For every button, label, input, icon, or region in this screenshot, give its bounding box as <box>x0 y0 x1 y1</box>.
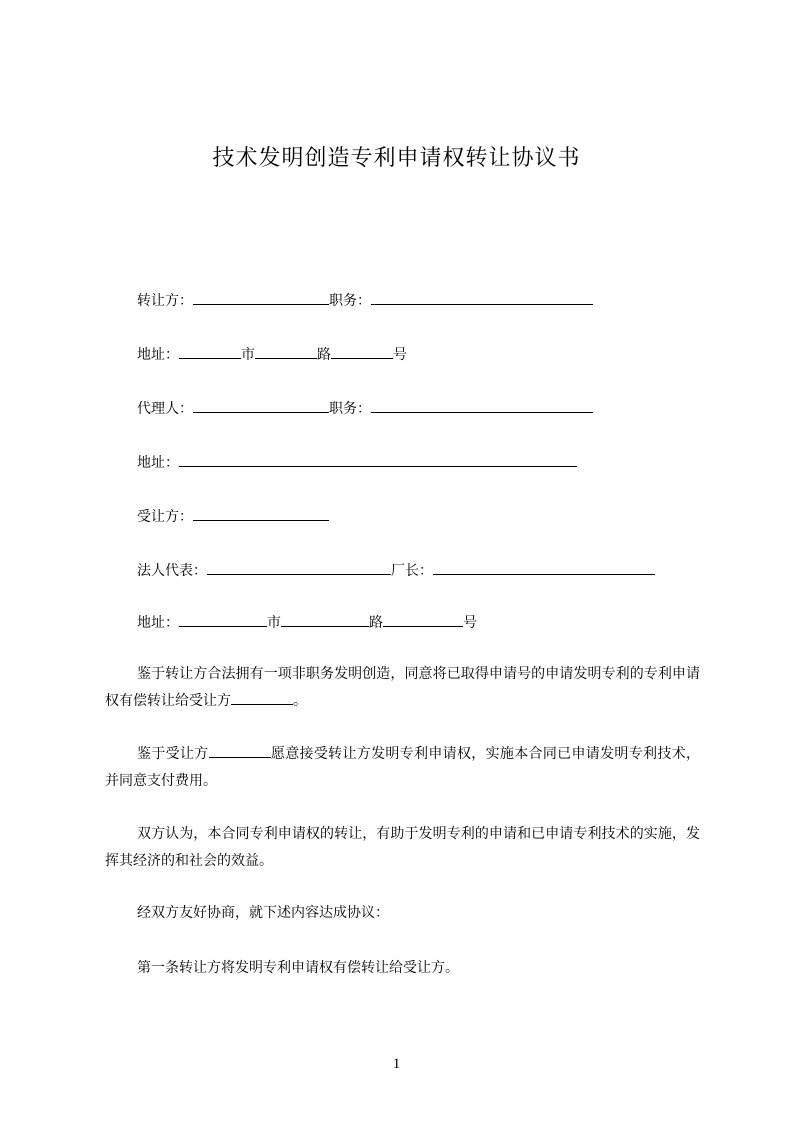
paragraph-2-text-a: 鉴于受让方 <box>137 746 209 762</box>
agent-blank <box>193 398 329 413</box>
address-blank-1a <box>179 344 241 359</box>
address-label-3: 地址： <box>137 615 179 631</box>
address-label-1: 地址： <box>137 347 179 363</box>
position-blank-1 <box>371 290 593 305</box>
number-label-2: 号 <box>463 615 477 631</box>
director-label: 厂长： <box>391 563 433 579</box>
paragraph-1-end: 。 <box>293 693 307 709</box>
position-label-2: 职务： <box>329 401 371 417</box>
agent-label: 代理人： <box>137 401 193 417</box>
address-blank-1c <box>331 344 393 359</box>
address-blank-3b <box>281 612 369 627</box>
paragraph-2 <box>105 741 700 795</box>
legal-rep-blank <box>207 560 391 575</box>
transferor-line <box>137 290 593 311</box>
paragraph-3: 双方认为，本合同专利申请权的转让，有助于发明专利的申请和已申请专利技术的实施，发挥其经济的和社会的效益。 <box>105 826 700 869</box>
address-blank-3c <box>383 612 463 627</box>
address-blank-1b <box>255 344 317 359</box>
paragraph-1-text: 鉴于转让方合法拥有一项非职务发明创造，同意将已取得申请号的申请发明专利的专利申请权有偿转让给受让方 <box>105 666 700 709</box>
address-line-3 <box>137 612 477 633</box>
paragraph-4: 经双方友好协商，就下述内容达成协议： <box>137 905 389 921</box>
legal-rep-line <box>137 560 655 581</box>
transferee-blank <box>193 506 329 521</box>
paragraph-2-blank <box>209 743 271 758</box>
road-label-2: 路 <box>369 615 383 631</box>
position-label-1: 职务： <box>329 293 371 309</box>
paragraph-1 <box>105 661 700 715</box>
address-line-2 <box>137 452 577 473</box>
paragraph-2-text-b: 愿意接受转让方发明专利申请权，实施本合同已申请发明专利技术，并同意支付费用。 <box>105 746 701 789</box>
paragraph-1-blank <box>231 690 293 705</box>
city-label-2: 市 <box>267 615 281 631</box>
address-label-2: 地址： <box>137 455 179 471</box>
agent-line <box>137 398 593 419</box>
document-title: 技术发明创造专利申请权转让协议书 <box>212 146 581 171</box>
transferee-label: 受让方： <box>137 509 193 525</box>
paragraph-5: 第一条转让方将发明专利申请权有偿转让给受让方。 <box>137 960 459 976</box>
address-line-1 <box>137 344 407 365</box>
road-label-1: 路 <box>317 347 331 363</box>
page-number: 1 <box>392 1056 401 1072</box>
number-label-1: 号 <box>393 347 407 363</box>
city-label-1: 市 <box>241 347 255 363</box>
address-blank-3a <box>179 612 267 627</box>
transferor-label: 转让方： <box>137 293 193 309</box>
address-blank-2 <box>179 452 577 467</box>
legal-rep-label: 法人代表： <box>137 563 207 579</box>
director-blank <box>433 560 655 575</box>
transferee-line <box>137 506 329 527</box>
position-blank-2 <box>371 398 593 413</box>
transferor-blank <box>193 290 329 305</box>
